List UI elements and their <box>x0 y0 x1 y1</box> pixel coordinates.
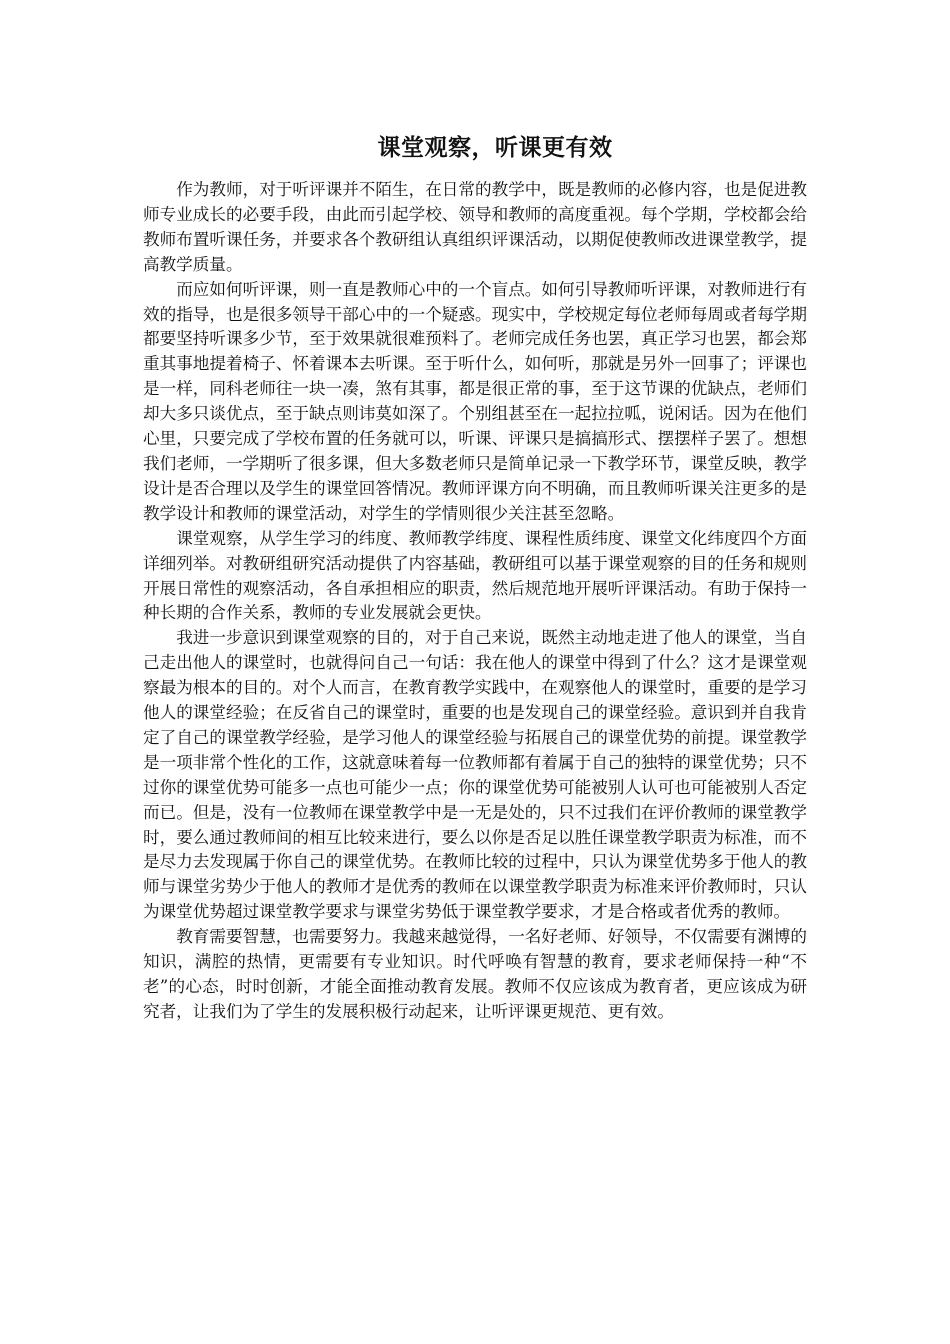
paragraph-3: 课堂观察，从学生学习的纬度、教师教学纬度、课程性质纬度、课堂文化纬度四个方面详细列举。对教研组研究活动提供了内容基础，教研组可以基于课堂观察的目的任务和规则开展日常性的观察活动，各自承担相应的职责，然后规范地开展听评课活动。有助于保持一种长期的合作关系，教师的专业发展就会更快。 <box>143 528 807 623</box>
paragraph-2: 而应如何听评课，则一直是教师心中的一个盲点。如何引导教师听评课，对教师进行有效的指导，也是很多领导干部心中的一个疑惑。现实中，学校规定每位老师每周或者每学期都要坚持听课多少节，至于效果就很难预料了。老师完成任务也罢，真正学习也罢，都会郑重其事地提着椅子、怀着课本去听课。至于听什么，如何听，那就是另外一回事了；评课也是一样，同科老师往一块一凑，煞有其事，都是很正常的事，至于这节课的优缺点，老师们却大多只谈优点，至于缺点则讳莫如深了。个别组甚至在一起拉拉呱，说闲话。因为在他们心里，只要完成了学校布置的任务就可以，听课、评课只是搞搞形式、摆摆样子罢了。想想我们老师，一学期听了很多课，但大多数老师只是简单记录一下教学环节，课堂反映，教学设计是否合理以及学生的课堂回答情况。教师评课方向不明确，而且教师听课关注更多的是教学设计和教师的课堂活动，对学生的学情则很少关注甚至忽略。 <box>143 279 807 523</box>
paragraph-1: 作为教师，对于听评课并不陌生，在日常的教学中，既是教师的必修内容，也是促进教师专业成长的必要手段，由此而引起学校、领导和教师的高度重视。每个学期，学校都会给教师布置听课任务，并要求各个教研组认真组织评课活动，以期促使教师改进课堂教学，提高教学质量。 <box>143 180 807 274</box>
document-page <box>143 128 807 1025</box>
paragraph-5: 教育需要智慧，也需要努力。我越来越觉得，一名好老师、好领导，不仅需要有渊博的知识，满腔的热情，更需要有专业知识。时代呼唤有智慧的教育，要求老师保持一种“不老”的心态，时时创新，才能全面推动教育发展。教师不仅应该成为教育者，更应该成为研究者，让我们为了学生的发展积极行动起来，让听评课更规范、更有效。 <box>143 927 807 1021</box>
paragraph-4: 我进一步意识到课堂观察的目的，对于自己来说，既然主动地走进了他人的课堂，当自己走出他人的课堂时，也就得问自己一句话：我在他人的课堂中得到了什么？这才是课堂观察最为根本的目的。对个人而言，在教育教学实践中，在观察他人的课堂时，重要的是学习他人的课堂经验；在反省自己的课堂时，重要的也是发现自己的课堂经验。意识到并自我肯定了自己的课堂教学经验，是学习他人的课堂经验与拓展自己的课堂优势的前提。课堂教学是一项非常个性化的工作，这就意味着每一位教师都有着属于自己的独特的课堂优势；只不过你的课堂优势可能多一点也可能少一点；你的课堂优势可能被别人认可也可能被别人否定而已。但是，没有一位教师在课堂教学中是一无是处的，只不过我们在评价教师的课堂教学时，要么通过教师间的相互比较来进行，要么以你是否足以胜任课堂教学职责为标准，而不是尽力去发现属于你自己的课堂优势。在教师比较的过程中，只认为课堂优势多于他人的教师与课堂劣势少于他人的教师才是优秀的教师在以课堂教学职责为标准来评价教师时，只认为课堂优势超过课堂教学要求与课堂劣势低于课堂教学要求，才是合格或者优秀的教师。 <box>143 628 807 922</box>
document-title: 课堂观察，听课更有效 <box>377 135 613 161</box>
